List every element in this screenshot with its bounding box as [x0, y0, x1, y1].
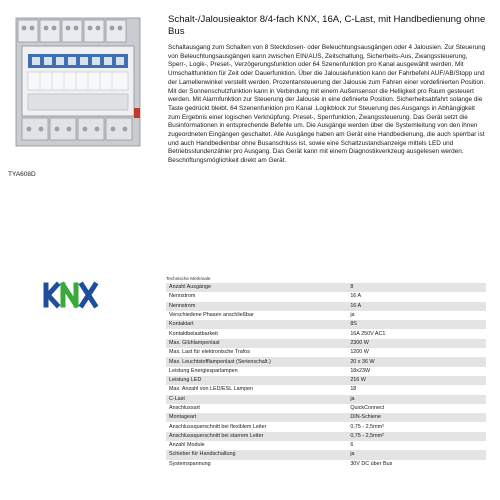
spec-label: Anzahl Ausgänge: [169, 284, 211, 291]
spec-value: QuickConnect: [350, 405, 385, 411]
spec-label: Nennstrom: [169, 302, 196, 309]
knx-logo-icon: [40, 280, 100, 310]
spec-label: Anzahl Module: [169, 442, 205, 449]
spec-label: C-Last: [169, 395, 185, 402]
spec-row: [166, 329, 486, 338]
spec-row: [166, 432, 486, 441]
spec-row: [166, 441, 486, 450]
spec-label: Max. Last für elektronische Trafos: [169, 349, 250, 356]
spec-row: [166, 422, 486, 431]
spec-label: Max. Anzahl von LED/ESL Lampen: [169, 386, 254, 393]
spec-row: [166, 450, 486, 459]
spec-label: Nennstrom: [169, 293, 196, 300]
spec-row: [166, 367, 486, 376]
spec-label: Schieber für Handschaltung: [169, 451, 236, 458]
spec-row: [166, 357, 486, 366]
spec-label: Kontaktart: [169, 321, 194, 328]
spec-value: 16 A: [350, 302, 362, 309]
spec-row: [166, 302, 486, 311]
spec-value: ja: [350, 312, 355, 319]
spec-value: 0,75 - 2,5mm²: [350, 432, 384, 439]
spec-row: [166, 376, 486, 385]
spec-value: ja: [350, 395, 355, 402]
spec-label: Leistung Energiesparlampen: [169, 367, 238, 374]
spec-value: 18x23W: [350, 367, 371, 374]
product-description: Schaltausgang zum Schalten von 8 Steckdosen- oder Beleuchtungsausgängen oder 4 Jalousien. Zur Steuerung von Beleuchtungsausgängen kann zwischen EIN/AUS, Zeitschaltung, Sicherheits-Aus, Zwangssteuerung, Sperr-, Logik-, Preset-, Verzögerungsfunktion oder 64 Szenenfunktion pro Kanal ausgewählt werden. Mit Umschaltfunktion für Zeit oder Dauerfunktion. Über die Jalousiefunktion kann der Fahrbefehl AUF/AB/Stopp und der Lamellenwinkel verstellt werden. Prozentansteuerung der Jalousie zum Fahren einer vordefinierten Position. Mit der Sonnenschutzfunktion kann in Verbindung mit einem Außensensor die Helligkeit pro Raum gesteuert werden. Mit Alarmfunktion zur Steuerung der Jalousie in eine definierte Position. Sicherheitsabfahrt solange die Taste gedrückt bleibt. 64 Szenenfunktion pro Kanal .Logikblock zur Steuerung des Ausgangs in Abhängigkeit zum Ergebnis einer logischen Verknüpfung. Preset-, Sperrfunktion, Zwangssteuerung. Das Gerät setzt die Businformationen in entsprechende Befehle um. Die Ausgänge werden über die Systemleitung von den ihnen zugeordneten Eingängen geschaltet. Alle Ausgänge haben am Gerät eine Handbedienung, die auch sperrbar ist und auch Handbedienbar ohne Busanschluss ist, sowie eine Schaltzustandsanzeige mittels LED und Betriebsstundenzähler pro Ausgang. Das Gerät kann mit einem Diagnostikverkzeug ausgelesen werden. Beschriftungsmöglichkeit direkt am Gerät.: [168, 44, 486, 165]
spec-row: [166, 460, 486, 469]
spec-label: Montageart: [169, 414, 197, 421]
spec-value: 30V DC über Bus: [350, 460, 393, 467]
spec-value: 8S: [350, 321, 357, 328]
spec-row: [166, 395, 486, 404]
spec-label: Max. Glühlampenlast: [169, 339, 220, 346]
spec-heading: Technische Merkmale: [166, 276, 211, 281]
spec-label: Verschiedene Phasen anschließbar: [169, 312, 254, 319]
spec-row: [166, 320, 486, 329]
model-code: TYA608D: [8, 171, 36, 178]
spec-row: [166, 404, 486, 413]
spec-value: 216 W: [350, 377, 366, 384]
spec-row: [166, 348, 486, 357]
spec-label: Kontaktbelastbarkeit: [169, 330, 218, 337]
spec-value: DIN-Schiene: [350, 414, 381, 421]
spec-value: 6: [350, 442, 354, 449]
spec-value: 2300 W: [350, 339, 369, 346]
spec-row: [166, 311, 486, 320]
spec-label: Systemspannung: [169, 460, 211, 467]
spec-label: Anschlussquerschnitt bei starrem Leiter: [169, 432, 264, 439]
spec-label: Anschlussart: [169, 405, 200, 411]
spec-label: Anschlussquerschnitt bei flexiblem Leiter: [169, 423, 267, 430]
spec-label: Max. Leuchtstofflampenlast (Serienschalt.): [169, 358, 271, 365]
spec-value: 16 A: [350, 293, 362, 300]
spec-value: 8: [350, 284, 354, 291]
spec-table: [166, 283, 486, 469]
spec-value: 16A 250V AC1: [350, 330, 386, 337]
spec-row: [166, 292, 486, 301]
spec-value: ja: [350, 451, 355, 458]
spec-label: Leistung LED: [169, 377, 202, 384]
spec-row: [166, 339, 486, 348]
spec-row: [166, 283, 486, 292]
product-title: Schalt-/Jalousieaktor 8/4-fach KNX, 16A, C-Last, mit Handbedienung ohne Bus: [168, 14, 486, 37]
product-image: [6, 8, 156, 158]
spec-row: [166, 385, 486, 394]
spec-value: 18: [350, 386, 357, 393]
spec-row: [166, 413, 486, 422]
spec-value: 1200 W: [350, 349, 369, 356]
spec-value: 0,75 - 2,5mm²: [350, 423, 384, 430]
spec-value: 20 x 36 W: [350, 358, 375, 365]
